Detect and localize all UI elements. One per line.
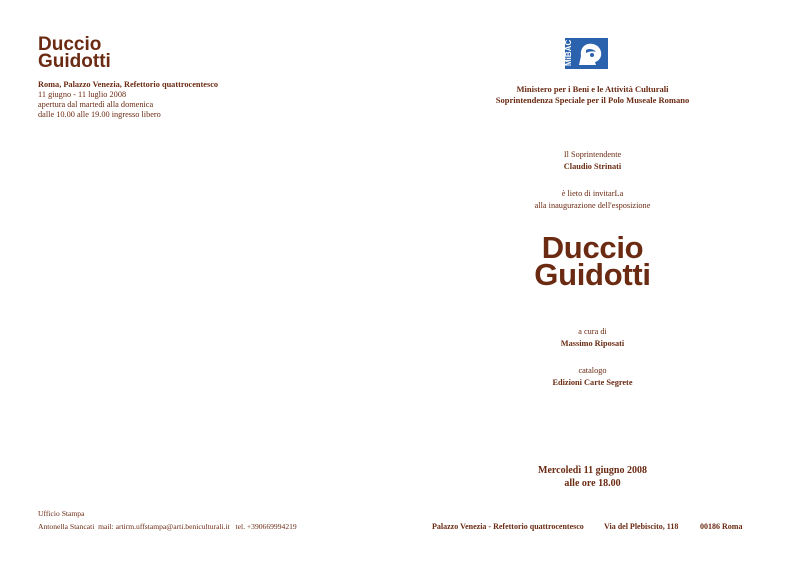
invite-name: Claudio Strinati (563, 162, 622, 171)
left-artist-name (38, 36, 111, 70)
curator-name: Massimo Riposati (560, 339, 625, 348)
ministry-line2: Soprintendenza Speciale per il Polo Museale Romano (495, 95, 690, 105)
catalog-name: Edizioni Carte Segrete (552, 378, 633, 387)
left-artist-name-line2: Guidotti (38, 51, 111, 72)
address-city: 00186 Roma (700, 522, 743, 531)
address-place: Palazzo Venezia - Refettorio quattrocentesco (432, 522, 584, 531)
opening-date: Mercoledì 11 giugno 2008 (538, 465, 647, 476)
opening-time: alle ore 18.00 (564, 478, 621, 489)
curator-label: a cura di (578, 327, 607, 336)
opening-days-text: apertura dal martedì alla domenica (38, 100, 154, 109)
hours-text: dalle 10.00 alle 19.00 ingresso libero (38, 110, 161, 119)
dates-text: 11 giugno - 11 luglio 2008 (38, 90, 127, 99)
ministry-line1: Ministero per i Beni e le Attività Culturali (516, 84, 669, 94)
left-exhibition-info (38, 80, 218, 120)
exhibition-title-line1: Duccio (541, 230, 644, 265)
exhibition-title (420, 230, 765, 292)
exhibition-title-line2: Guidotti (534, 257, 651, 292)
invite-role: Il Soprintendente (563, 150, 622, 159)
mibac-logo-icon (565, 38, 608, 69)
venue-text: Roma, Palazzo Venezia, Refettorio quattrocentesco (38, 80, 219, 89)
invite-line2: alla inaugurazione dell'esposizione (534, 201, 651, 210)
press-office-label: Ufficio Stampa (38, 509, 85, 518)
invite-line1: è lieto di invitarLa (561, 189, 624, 198)
address-street: Via del Plebiscito, 118 (604, 522, 679, 531)
left-artist-name-line1: Duccio (38, 34, 102, 55)
catalog-label: catalogo (578, 366, 607, 375)
ministry-block (420, 84, 765, 106)
logo-text: MiBAC (564, 39, 573, 66)
press-contact: Antonella Stancati mail: artirm.uffstampa@arti.beniculturali.it tel. +390669994219 (38, 522, 297, 531)
